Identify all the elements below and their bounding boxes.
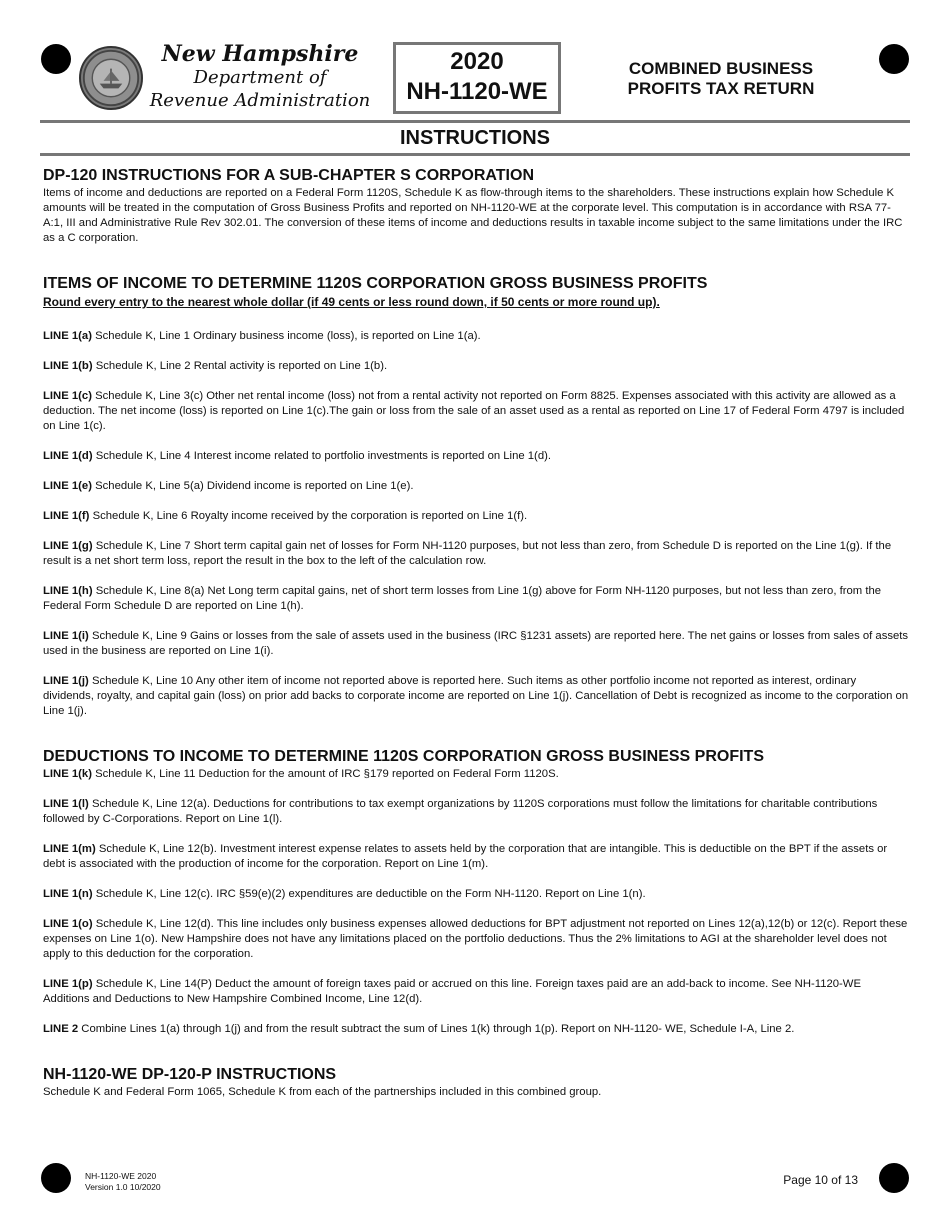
registration-dot-top-left — [41, 44, 71, 74]
dept-state: New Hampshire — [161, 41, 359, 67]
line-1b: LINE 1(b) Schedule K, Line 2 Rental activity is reported on Line 1(b). — [43, 360, 388, 372]
line-1d: LINE 1(d) Schedule K, Line 4 Interest income related to portfolio investments is reported on Line 1(d). — [43, 450, 552, 462]
form-year: 2020 — [450, 48, 504, 75]
intro-text: Items of income and deductions are reported on a Federal Form 1120S, Schedule K as flow-through items to the shareholders. These instructions explain how Schedule K amounts will be treated in the computation of Gross Business Profits and reported on NH-1120-WE at the corporate level. This computation is in accordance with RSA 77-A:1, III and Administrative Rule Rev 302.01. The conversion of these items of income and deductions results in taxable income subject to the same limitations under the IRC as a C corporation. — [43, 187, 903, 244]
line-1l: LINE 1(l) Schedule K, Line 12(a). Deductions for contributions to tax exempt organizations by 1120S corporations must follow the limitations for charitable contributions followed by C-Corporations. Report on Line 1(l). — [43, 798, 878, 825]
dept-line-2: Department of — [193, 67, 327, 88]
dept-line-3: Revenue Administration — [149, 90, 371, 111]
line-1e: LINE 1(e) Schedule K, Line 5(a) Dividend income is reported on Line 1(e). — [43, 480, 414, 492]
line-1k: LINE 1(k) Schedule K, Line 11 Deduction for the amount of IRC §179 reported on Federal Form 1120S. — [43, 768, 559, 780]
form-title — [614, 59, 828, 99]
rounding-rule: Round every entry to the nearest whole dollar (if 49 cents or less round down, if 50 cents or more round up). — [43, 295, 660, 309]
registration-dot-top-right — [879, 44, 909, 74]
partnership-heading: NH-1120-WE DP-120-P INSTRUCTIONS — [43, 1066, 337, 1083]
form-number: NH-1120-WE — [406, 78, 548, 105]
section-title: INSTRUCTIONS — [400, 127, 550, 149]
footer-form-id: NH-1120-WE 2020 — [85, 1171, 157, 1181]
state-seal-icon — [79, 46, 143, 110]
line-1a: LINE 1(a) Schedule K, Line 1 Ordinary business income (loss), is reported on Line 1(a). — [43, 330, 481, 342]
form-id-box — [393, 42, 561, 114]
line-1f: LINE 1(f) Schedule K, Line 6 Royalty income received by the corporation is reported on Line 1(f). — [43, 510, 528, 522]
department-name — [142, 43, 378, 112]
line-1n: LINE 1(n) Schedule K, Line 12(c). IRC §59(e)(2) expenditures are deductible on the Form NH-1120. Report on Line 1(n). — [43, 888, 646, 900]
line-1m: LINE 1(m) Schedule K, Line 12(b). Investment interest expense relates to assets held by the corporation that are intangible. This is deductible on the BPT if the assets or debt is associated with the production of income for the corporation. Report on Line 1(m). — [43, 843, 888, 870]
line-1h: LINE 1(h) Schedule K, Line 8(a) Net Long term capital gains, net of short term losses from Line 1(g) above for Form NH-1120 purposes, but not less than zero, from the Federal Form Schedule D are reported on Line 1(h). — [43, 585, 882, 612]
intro-heading: DP-120 INSTRUCTIONS FOR A SUB-CHAPTER S CORPORATION — [43, 167, 534, 184]
footer-version: Version 1.0 10/2020 — [85, 1182, 161, 1192]
partnership-text: Schedule K and Federal Form 1065, Schedule K from each of the partnerships included in this combined group. — [43, 1086, 602, 1098]
registration-dot-bottom-right — [879, 1163, 909, 1193]
line-2: LINE 2 Combine Lines 1(a) through 1(j) and from the result subtract the sum of Lines 1(k) through 1(p). Report on NH-1120- WE, Schedule I-A, Line 2. — [43, 1023, 795, 1035]
line-1j: LINE 1(j) Schedule K, Line 10 Any other item of income not reported above is reported here. Such items as other portfolio income not reported as interest, ordinary dividends, royalty, and capital gain (loss) on prior add backs to corporate income are reported on Line 1(j). Cancellation of Debt is recognized as income to the corporation on Line 1(j). — [43, 675, 909, 717]
income-heading: ITEMS OF INCOME TO DETERMINE 1120S CORPORATION GROSS BUSINESS PROFITS — [43, 275, 708, 292]
registration-dot-bottom-left — [41, 1163, 71, 1193]
line-1i: LINE 1(i) Schedule K, Line 9 Gains or losses from the sale of assets used in the business (IRC §1231 assets) are reported here. The net gains or losses from sales of assets used in the business are reported on Line 1(i). — [43, 630, 909, 657]
form-title-line-2: PROFITS TAX RETURN — [627, 79, 815, 98]
line-1c: LINE 1(c) Schedule K, Line 3(c) Other net rental income (loss) not from a rental activity not reported on Form 8825. Expenses associated with this activity are allowed as a deduction. The net income (loss) is reported on Line 1(c).The gain or loss from the sale of an asset used as a rental as reported on Line 17 of Federal Form 4797 is included on Line 1(c). — [43, 390, 905, 432]
instructions-body — [43, 166, 909, 1100]
footer-form-info — [85, 1171, 161, 1193]
form-title-line-1: COMBINED BUSINESS — [628, 59, 814, 78]
header-rule-bottom — [40, 153, 910, 156]
page-number: Page 10 of 13 — [783, 1173, 858, 1187]
deductions-heading: DEDUCTIONS TO INCOME TO DETERMINE 1120S CORPORATION GROSS BUSINESS PROFITS — [43, 748, 764, 765]
line-1p: LINE 1(p) Schedule K, Line 14(P) Deduct the amount of foreign taxes paid or accrued on this line. Foreign taxes paid are an add-back to income. See NH-1120-WE Additions and Deductions to New Hampshire Combined Income, Line 12(d). — [43, 978, 862, 1005]
line-1g: LINE 1(g) Schedule K, Line 7 Short term capital gain net of losses for Form NH-1120 purposes, but not less than zero, from Schedule D is reported on the Line 1(g). If the result is a net short term loss, report the result in the box to the left of the calculation row. — [43, 540, 892, 567]
line-1o: LINE 1(o) Schedule K, Line 12(d). This line includes only business expenses allowed deductions for BPT adjustment not reported on Lines 12(a),12(b) or 12(c). Report these expenses on Line 1(o). New Hampshire does not have any limitations placed on the portfolio deductions. Thus the 2% limitations to AGI at the shareholder level does not apply to this deduction for the corporation. — [43, 918, 908, 960]
header-rule-top — [40, 120, 910, 123]
